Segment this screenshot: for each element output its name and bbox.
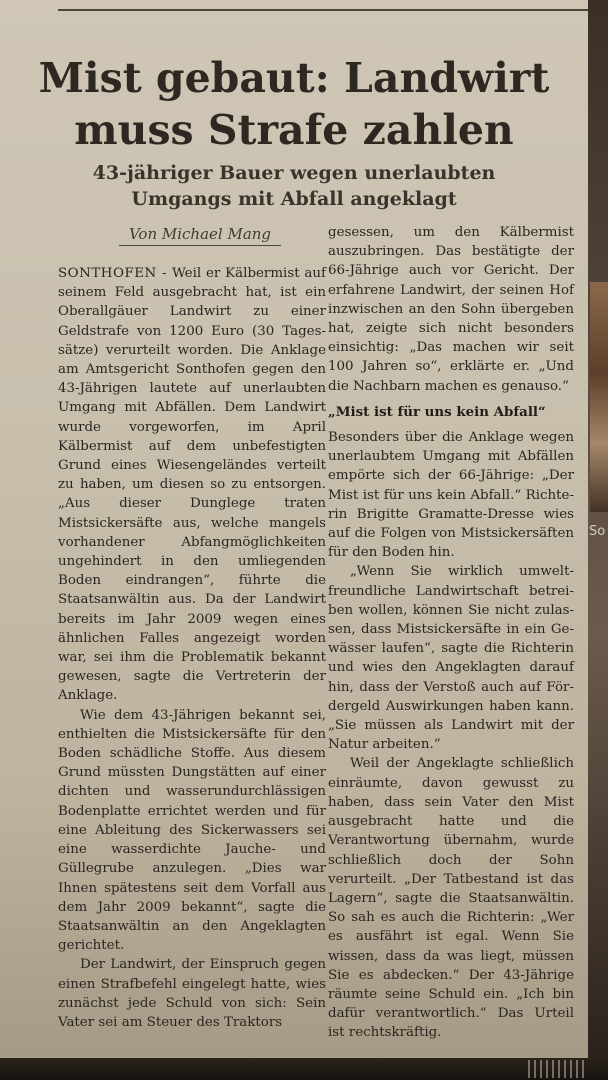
headline-line-2: muss Strafe zahlen: [74, 106, 514, 154]
intermediate-heading: „Mist ist für uns kein Abfall“: [328, 403, 546, 420]
subheadline-line-1: 43-jähriger Bauer wegen unerlaubten: [92, 162, 496, 184]
adjacent-page-edge: [588, 0, 608, 1058]
headline: [20, 52, 568, 156]
paragraph-1: [58, 264, 326, 706]
paragraph-7: Weil der Angeklagte schließlich einräumte, davon gewusst zu haben, dass sein Vater den Mist ausgebracht hatte und die Verantwortung übernahm, wurde schließlich doch der Sohn verurteilt. „Der Tatbestand ist das Lagern“, sagte die Staatsanwältin. So sah es auch die Richterin: „Wer es ausfährt ist egal. Wenn Sie wissen, dass da was liegt, müssen Sie es abdecken.“ Der 43-Jährige räumte seine Schuld ein. „Ich bin dafür verantwortlich.“ Das Urteil ist rechtskräftig.: [328, 756, 574, 1041]
author-name: Von Michael Mang: [128, 225, 272, 243]
adjacent-caption-fragment: So: [589, 524, 606, 539]
paragraph-5: Besonders über die Anklage wegen unerlaubtem Umgang mit Abfällen empörte sich der 66-Jährige: „Der Mist ist für uns kein Abfall.“ Richterin Brigitte Gramatte-Dresse wies auf die Folgen von Mistsickersäften für den Boden hin.: [328, 430, 574, 561]
subheadline-line-2: Umgangs mit Abfall angeklagt: [131, 188, 457, 210]
paragraph-4: gesessen, um den Kälbermist auszubringen. Das bestätigte der 66-Jährige auch vor Gericht. Der erfahrene Landwirt, der seinen Hof inzwischen an den Sohn übergeben hat, zeigte sich nicht besonders einsichtig: „Das machen wir seit 100 Jahren so“, erklärte er. „Und die Nachbarn machen es genauso.“: [328, 225, 574, 394]
table-surface: [0, 1058, 608, 1080]
paragraph-3: Der Landwirt, der Einspruch gegen einen Strafbefehl eingelegt hatte, wies zunächst jede Schuld von sich: Sein Vater sei am Steuer des Traktors: [58, 957, 326, 1030]
dateline: SONTHOFEN -: [58, 266, 168, 281]
paragraph-6: „Wenn Sie wirklich umweltfreundliche Landwirtschaft betreiben wollen, können Sie nicht zulassen, dass Mistsickersäfte in ein Gewässer laufen“, sagte die Richterin und wies den Angeklagten darauf hin, dass der Verstoß auch auf Fördergeld Auswirkungen haben kann. „Sie müssen als Landwirt mit der Natur arbeiten.“: [328, 564, 574, 753]
article-column-right: [328, 223, 574, 1043]
paragraph-2: Wie dem 43-Jährigen bekannt sei, enthielten die Mistsickersäfte für den Boden schädliche Stoffe. Aus diesem Grund müssten Dungstätten auf einer dichten und wasserundurchlässigen Bodenplatte errichtet werden und für eine Ableitung des Sickerwassers sei eine wasserdichte Jauche- und Güllegrube anzulegen. „Dies war Ihnen spätestens seit dem Vorfall aus dem Jahr 2009 bekannt“, sagte die Staatsanwältin an den Angeklagten gerichtet.: [58, 707, 326, 954]
byline-rule: [119, 245, 281, 246]
subheadline: [40, 160, 548, 212]
headline-line-1: Mist gebaut: Landwirt: [38, 54, 550, 102]
top-rule: [58, 9, 588, 11]
byline: [80, 224, 320, 246]
article-column-left: [58, 264, 326, 1032]
paragraph-1-text: Weil er Kälbermist auf seinem Feld ausgebracht hat, ist ein Oberallgäuer Landwirt zu einer Geldstrafe von 1200 Euro (30 Tagessätze) verurteilt worden. Die Anklage am Amtsgericht Sonthofen gegen den 43-Jährigen lautete auf unerlaubten Umgang mit Abfällen. Dem Landwirt wurde vorgeworfen, im April Kälbermist auf dem unbefestigten Grund eines Wiesengeländes verteilt zu haben, um diesen so zu entsorgen. „Aus dieser Dunglege traten Mistsickersäfte aus, welche mangels vorhandener Abfangmöglichkeiten ungehindert in den umliegenden Boden eindrangen“, führte die Staatsanwältin aus. Da der Landwirt bereits im Jahr 2009 wegen eines ähnlichen Falles angezeigt worden war, sei ihm die Problematik bekannt gewesen, sagte die Vertreterin der Anklage.: [58, 266, 326, 704]
adjacent-photo: [590, 282, 608, 512]
barcode-fragment: [528, 1060, 588, 1078]
